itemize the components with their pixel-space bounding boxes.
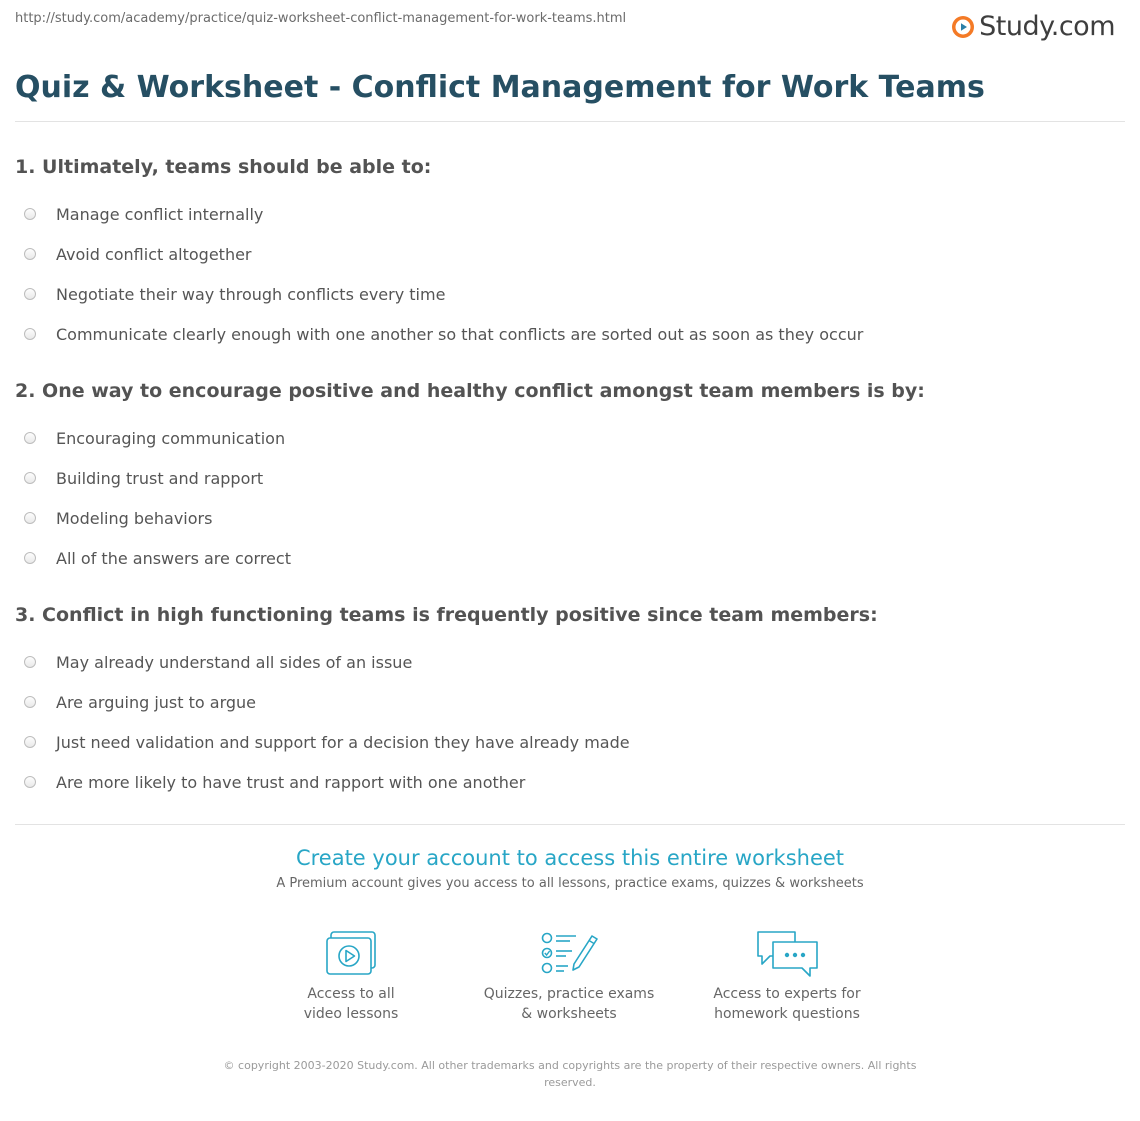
option-label: All of the answers are correct [56,548,291,568]
answer-option[interactable] [15,498,1125,538]
radio-button[interactable] [24,512,36,524]
feature-label-line1: Access to all [307,986,395,1002]
radio-button[interactable] [24,656,36,668]
answer-option[interactable] [15,234,1125,274]
radio-button[interactable] [24,248,36,260]
top-bar [15,11,1115,41]
chat-bubbles-icon [755,928,819,978]
page-url[interactable]: http://study.com/academy/practice/quiz-worksheet-conflict-management-for-work-teams.html [15,11,627,26]
study-logo[interactable] [951,11,1115,42]
cta-divider [15,824,1125,825]
quiz-checklist-icon [540,928,598,978]
feature-label-line1: Access to experts for [713,986,861,1002]
option-label: Manage conflict internally [56,204,264,224]
option-label: Building trust and rapport [56,468,264,488]
answer-option[interactable] [15,194,1125,234]
question-text: 2. One way to encourage positive and healthy conflict amongst team members is by: [15,380,925,402]
title-divider [15,121,1125,122]
option-label: Communicate clearly enough with one another so that conflicts are sorted out as soon as they occur [56,324,864,344]
question-text: 3. Conflict in high functioning teams is frequently positive since team members: [15,604,878,626]
feature-label-line2: video lessons [303,1006,399,1022]
option-label: Are more likely to have trust and rapport with one another [56,772,526,792]
question-3 [15,602,1125,802]
answer-options [15,418,1125,578]
page-title: Quiz & Worksheet - Conflict Management for Work Teams [15,70,985,105]
feature-experts [678,928,896,1024]
cta-subtitle: A Premium account gives you access to all lessons, practice exams, quizzes & worksheets [276,876,864,891]
feature-label-line2: homework questions [714,1006,860,1022]
radio-button[interactable] [24,208,36,220]
radio-button[interactable] [24,288,36,300]
radio-button[interactable] [24,776,36,788]
answer-options [15,642,1125,802]
question-2 [15,378,1125,578]
logo-text: Study.com [979,11,1115,42]
answer-option[interactable] [15,722,1125,762]
option-label: Avoid conflict altogether [56,244,252,264]
question-text: 1. Ultimately, teams should be able to: [15,156,432,178]
questions-list [15,154,1125,826]
radio-button[interactable] [24,696,36,708]
radio-button[interactable] [24,736,36,748]
feature-video-lessons [242,928,460,1024]
answer-options [15,194,1125,354]
answer-option[interactable] [15,274,1125,314]
cta-title[interactable]: Create your account to access this entire worksheet [295,846,845,870]
option-label: Just need validation and support for a decision they have already made [56,732,630,752]
premium-features [242,928,896,1024]
feature-label-line1: Quizzes, practice exams [483,986,655,1002]
copyright-text: © copyright 2003-2020 Study.com. All other trademarks and copyrights are the property of their respective owners. All rights reserved. [223,1059,917,1089]
video-lesson-icon [325,928,377,978]
answer-option[interactable] [15,458,1125,498]
feature-quizzes [460,928,678,1024]
radio-button[interactable] [24,328,36,340]
option-label: May already understand all sides of an issue [56,652,413,672]
answer-option[interactable] [15,762,1125,802]
option-label: Negotiate their way through conflicts every time [56,284,446,304]
option-label: Are arguing just to argue [56,692,256,712]
answer-option[interactable] [15,538,1125,578]
option-label: Encouraging communication [56,428,286,448]
radio-button[interactable] [24,432,36,444]
radio-button[interactable] [24,472,36,484]
question-1 [15,154,1125,354]
option-label: Modeling behaviors [56,508,213,528]
answer-option[interactable] [15,418,1125,458]
radio-button[interactable] [24,552,36,564]
answer-option[interactable] [15,314,1125,354]
play-circle-icon [951,15,975,39]
signup-cta [0,846,1140,891]
answer-option[interactable] [15,682,1125,722]
answer-option[interactable] [15,642,1125,682]
feature-label-line2: & worksheets [521,1006,617,1022]
